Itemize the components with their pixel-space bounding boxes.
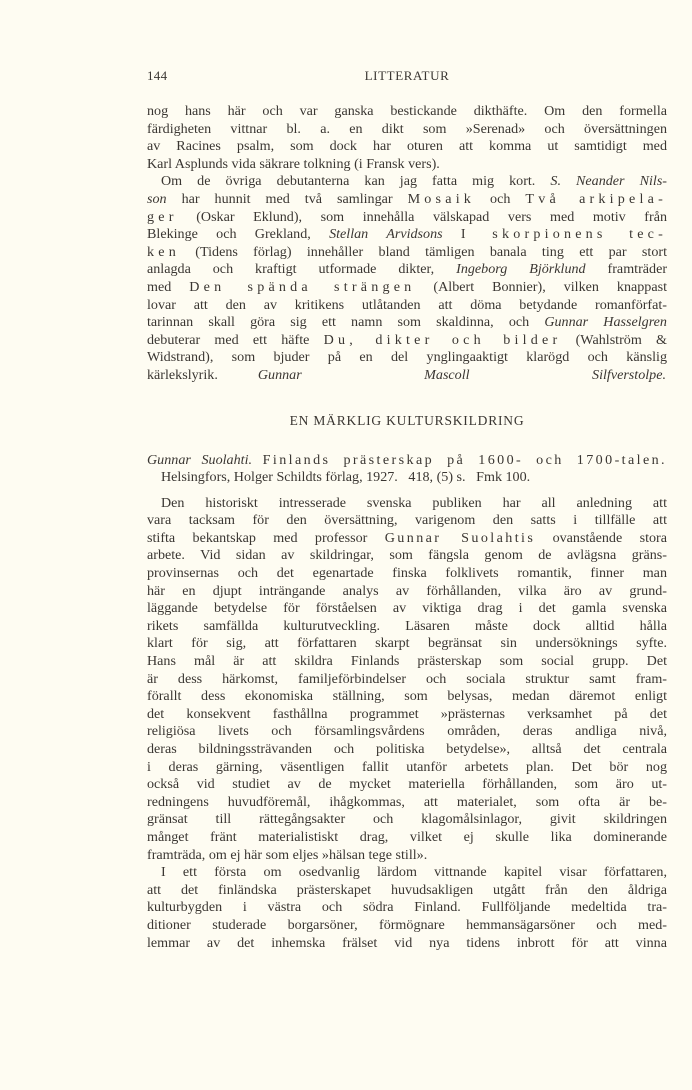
text-line: Hans mål är att skildra Finlands prästerskap som social grupp. Det [147,653,667,670]
book-title: ken [147,243,180,260]
text-line: rikets samfällda kulturutveckling. Läsaren måste dock alltid hålla [147,617,667,634]
page-count: 418, (5) s. [408,469,466,486]
review-continuation [147,103,667,385]
publication-info: Helsingfors, Holger Schildts förlag, 1927. [161,469,398,486]
book-title: Du, dikter och bilder [323,331,562,348]
running-head [147,68,667,86]
text-line: nog hans här och var ganska bestickande dikthäfte. Om den formella [147,103,667,119]
text-line: att det finländska prästerskapet huvudsakligen utgått från den åldriga [147,881,667,898]
text-line: son har hunnit med två samlingar Mosaik och Två arkipela- [147,190,667,207]
text-line: stifta bekantskap med professor Gunnar Suolahtis ovanstående stora [147,529,667,546]
text-line: är dess härkomst, familjeförbindelser och sociala struktur samt fram- [147,670,667,687]
text-line: lovar att den av kritikens utlåtanden att döma betydande romanförfat- [147,296,667,313]
price: Fmk 100. [476,469,531,486]
text-line: vara tacksam för den översättning, varigenom den satts i tillfälle att [147,512,667,529]
author-name: S. Neander Nils- [550,173,667,190]
text-line: av Racines psalm, som dock har oturen att komma ut samtidigt med [147,138,667,155]
running-title: LITTERATUR [364,68,450,83]
book-title: Två arkipela- [525,190,667,207]
book-title: ger [147,208,178,225]
text-line: gränsat till rättegångsakter och klagomålsinlagor, givit skildringen [147,811,667,828]
text-line: ditioner studerade borgarsöner, förmögnare hemmansägarsöner och med- [147,916,667,933]
text-line: deras bildningssträvanden och politiska betydelse», alltså det centrala [147,741,667,757]
text-line: redningens huvudföremål, ihågkommas, att materialet, som ofta är be- [147,793,667,810]
reviewer-signature: Gunnar Mascoll Silfverstolpe. [257,366,666,383]
book-title: I skorpionens tec- [460,226,667,243]
review-body [147,495,667,952]
text-line: Karl Asplunds vida säkrare tolkning (i Fransk vers). [147,155,440,172]
text-line: färdigheten vittnar bl. a. en dikt som »Serenad» och översättningen [147,120,667,137]
text-line: klart för sig, att författaren skarpt begränsat sin undersöknings syfte. [147,635,667,652]
text-line: det konsekvent fasthållna programmet »prästernas verksamhet på det [147,705,667,722]
text-line: förallt dess ekonomiska ställning, som belysas, medan däremot enligt [147,688,667,705]
text-line: månget fränt materialistiskt drag, vilket ej skulle lika dominerande [147,828,667,845]
text-line: I ett första om osedvanlig lärdom vittnande kapitel visar författaren, [161,864,667,881]
text-line: ken (Tidens förlag) innehåller bland tämligen banala ting ett par stort [147,243,667,260]
text-line: Blekinge och Grekland, Stellan Arvidsons I skorpionens tec- [147,226,667,243]
text-line: religiösa livets och församlingsvårdens områden, deras andliga nivå, [147,723,667,740]
book-title: Mosaik [407,190,476,207]
review-heading: EN MÄRKLIG KULTURSKILDRING [289,412,525,428]
text-line: läggande betydelse för förståelsen av viktiga drag i det gamla svenska [147,600,667,617]
text-line: framträda, om ej här som eljes »hälsan tege still». [147,846,428,863]
book-title: Finlands prästerskap på 1600- och 1700-talen. [262,451,667,468]
text-line: provinsernas och det egenartade finska folklivets romantik, finner man [147,565,667,582]
text-line [147,452,667,470]
author-name: Gunnar Suolahti. [147,451,253,468]
author-name: Gunnar Suolahtis [384,529,536,546]
text-line: debuterar med ett häfte Du, dikter och bilder (Wahlström & [147,331,667,348]
text-line: här en djupt inträngande analys av förhållanden, vilka äro av grund- [147,582,667,599]
text-line: kulturbygden i västra och södra Finland. Fullföljande medeltida tra- [147,899,667,916]
text-line: arbete. Vid sidan av skildringar, som fängsla genom de avlägsna gräns- [147,547,667,564]
text-line: kärlekslyrik. Gunnar Mascoll Silfverstolpe. [147,366,666,383]
book-title: Den spända strängen [189,278,416,295]
text-line: tarinnan skall göra sig ett namn som skaldinna, och Gunnar Hasselgren [147,314,667,331]
author-name: son [147,190,167,207]
text-line: med Den spända strängen (Albert Bonnier), vilken knappast [147,278,668,295]
text-line: Den historiskt intresserade svenska publiken har all anledning att [161,494,667,511]
text-line: Om de övriga debutanterna kan jag fatta mig kort. S. Neander Nils- [161,173,667,190]
text-line: också vid studiet av de mycket materiella förhållanden, som äro ut- [147,776,667,793]
author-name: Stellan Arvidsons [329,226,443,243]
text-line: i deras gärning, väsentligen fallit utanför arbetets plan. Det bör nog [147,758,667,775]
bibliographic-entry [147,452,667,487]
book-page [147,68,667,952]
text-line: ger (Oskar Eklund), som innehålla välskapad vers med motiv från [147,208,667,225]
text-line: lemmar av det inhemska frälset vid nya tidens inbrott för att vinna [147,934,667,951]
author-name: Gunnar Hasselgren [544,314,667,331]
text-line: anlagda och kraftigt utformade dikter, Ingeborg Björklund framträder [147,261,668,278]
author-name: Ingeborg Björklund [456,261,586,278]
text-line: Widstrand), som bjuder på en del ynglingaaktigt klarögd och känslig [147,349,667,366]
page-number: 144 [147,68,168,83]
text-line [147,469,667,487]
